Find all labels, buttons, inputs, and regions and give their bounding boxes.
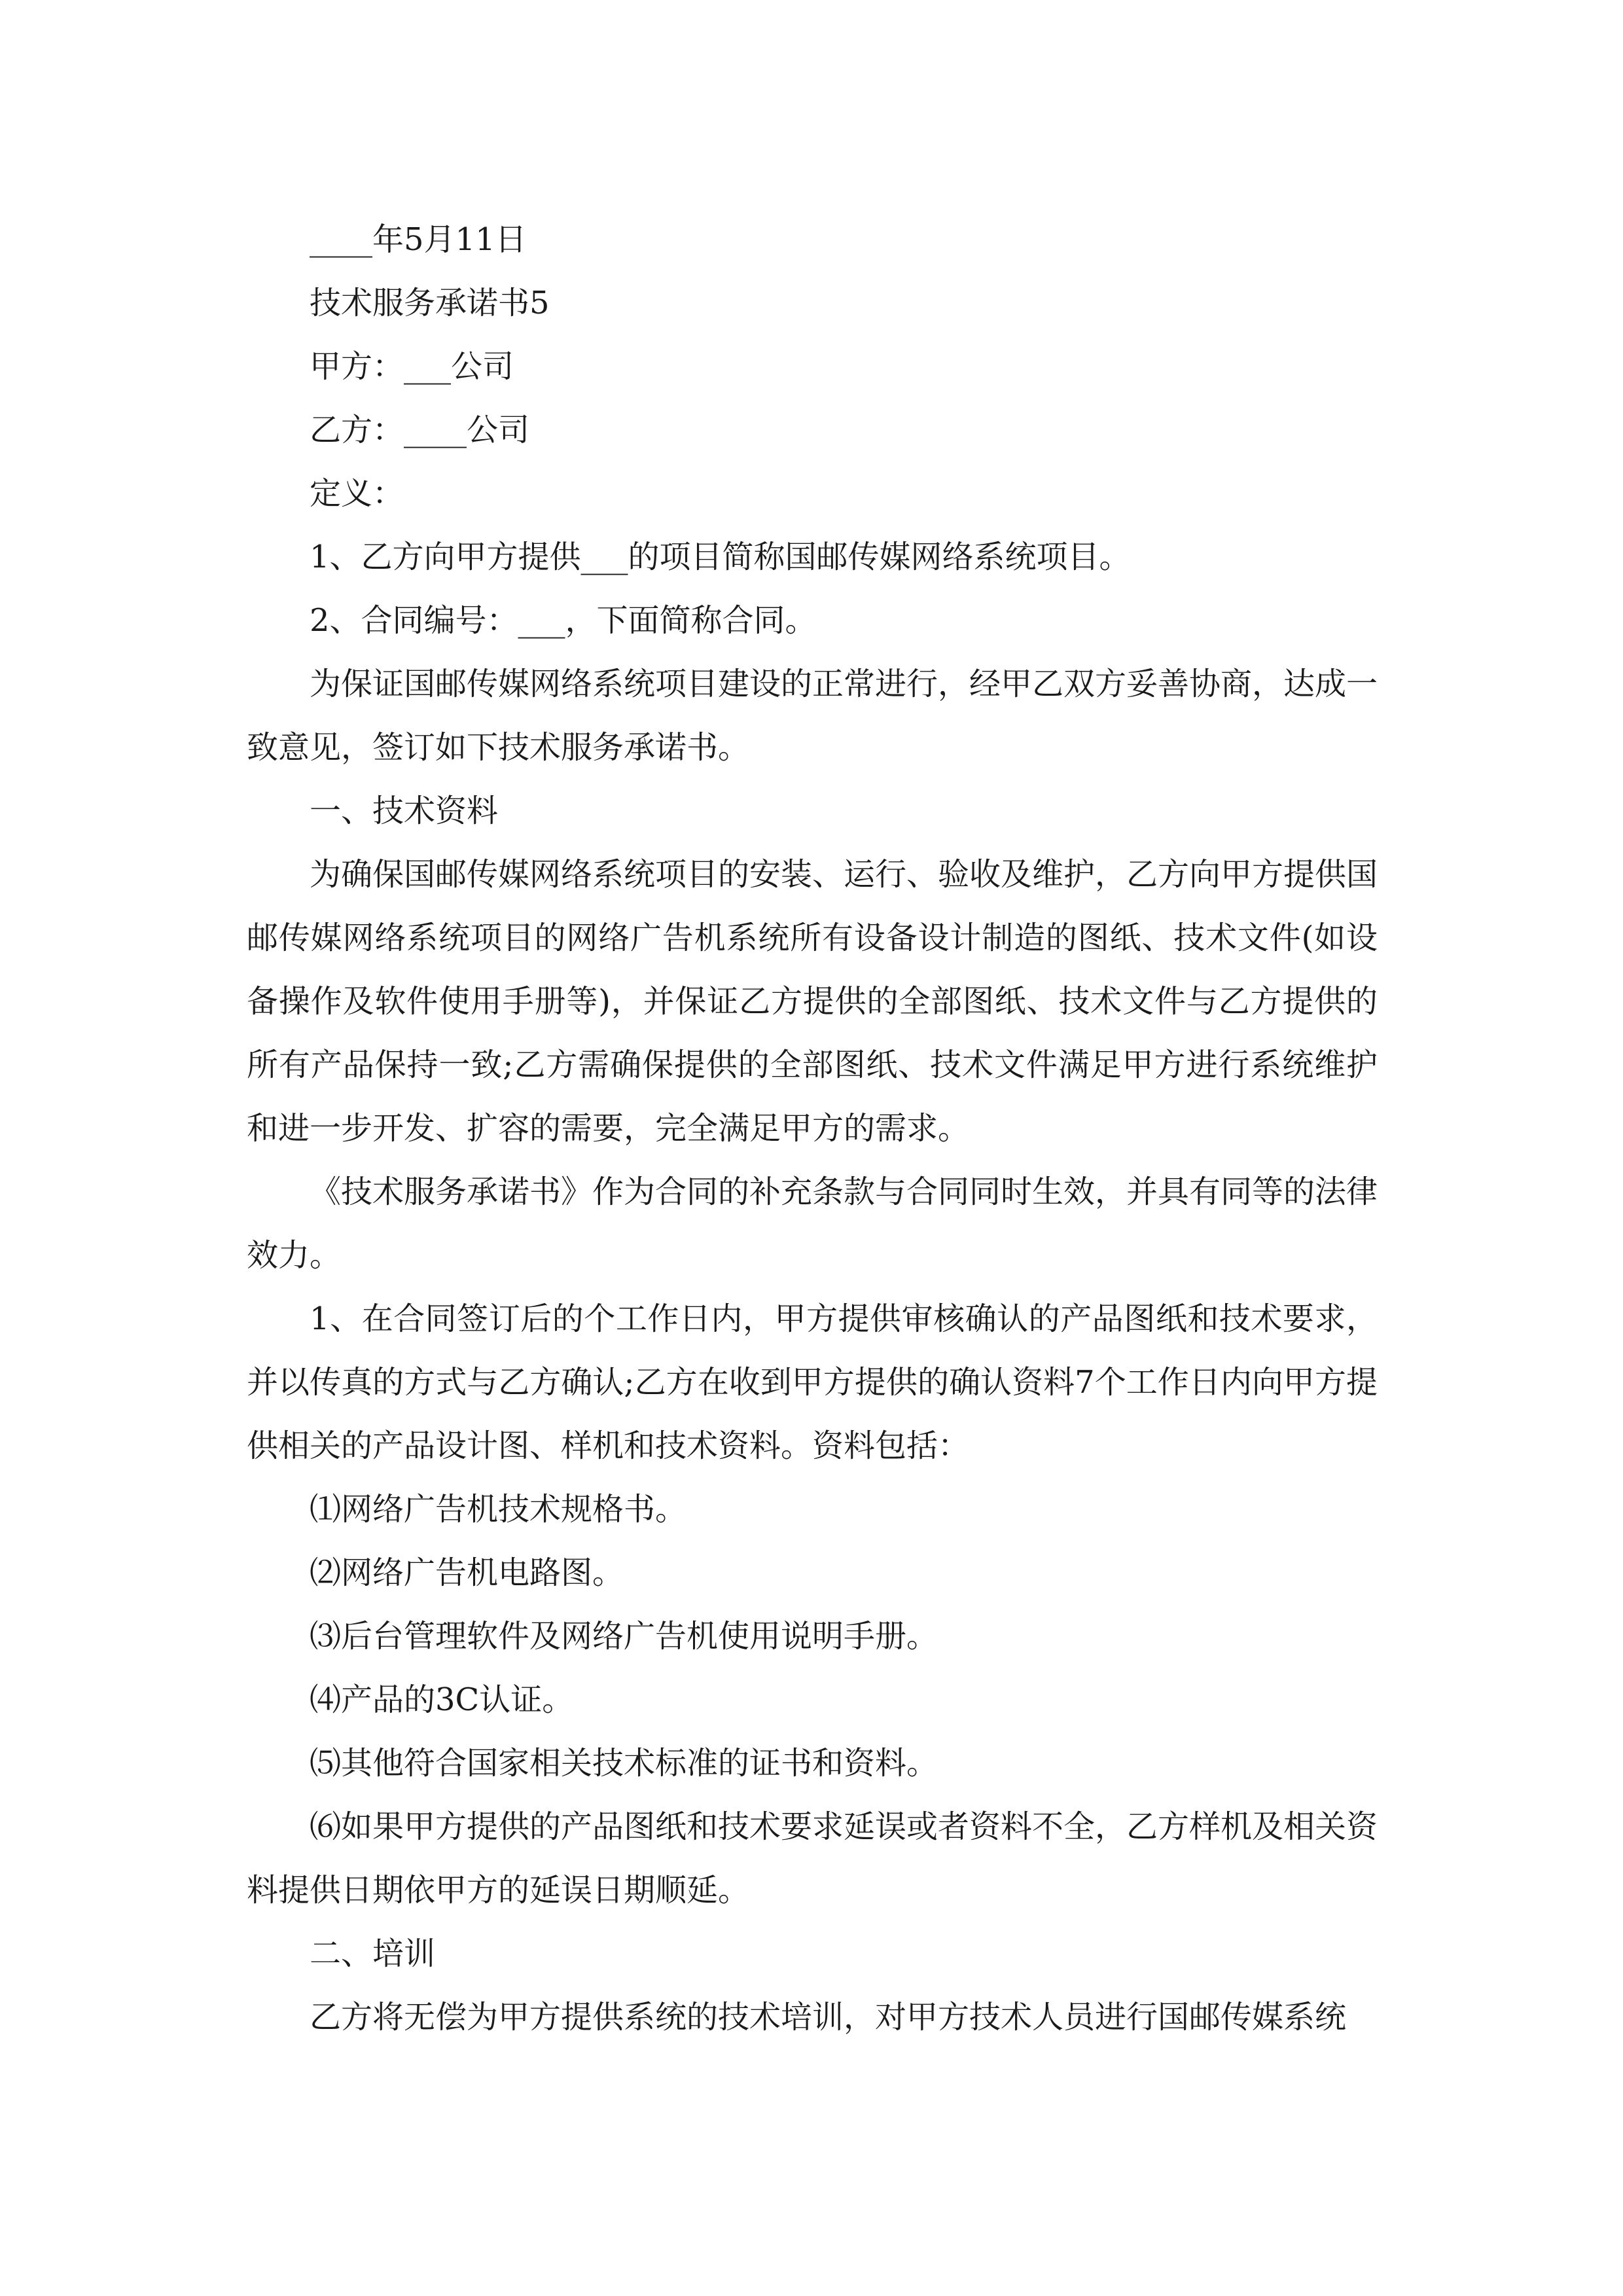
party-b-line: 乙方：____公司 <box>310 412 530 448</box>
definition-item-1: 1、乙方向甲方提供___的项目简称国邮传媒网络系统项目。 <box>310 539 1131 575</box>
definition-item-2: 2、合同编号：___，下面简称合同。 <box>310 602 817 639</box>
list-item-1: ⑴网络广告机技术规格书。 <box>310 1491 687 1528</box>
list-item-6: ⑹如果甲方提供的产品图纸和技术要求延误或者资料不全，乙方样机及相关资料提供日期依甲方的延误日期顺延。 <box>247 1808 1378 1909</box>
preamble-paragraph: 为保证国邮传媒网络系统项目建设的正常进行，经甲乙双方妥善协商，达成一致意见，签订如下技术服务承诺书。 <box>247 666 1378 766</box>
list-item-3: ⑶后台管理软件及网络广告机使用说明手册。 <box>310 1618 938 1655</box>
validity-paragraph: 《技术服务承诺书》作为合同的补充条款与合同同时生效，并具有同等的法律效力。 <box>247 1174 1378 1274</box>
document-body <box>247 208 1378 2049</box>
section-heading-training: 二、培训 <box>310 1935 436 1972</box>
list-item-2: ⑵网络广告机电路图。 <box>310 1554 624 1591</box>
party-a-line: 甲方：___公司 <box>310 348 514 385</box>
clause-1-paragraph: 1、在合同签订后的个工作日内，甲方提供审核确认的产品图纸和技术要求，并以传真的方式与乙方确认;乙方在收到甲方提供的确认资料7个工作日内向甲方提供相关的产品设计图、样机和技术资料。资料包括： <box>247 1300 1378 1464</box>
training-paragraph: 乙方将无偿为甲方提供系统的技术培训，对甲方技术人员进行国邮传媒系统 <box>310 1999 1347 2036</box>
document-title: 技术服务承诺书5 <box>310 285 550 321</box>
date-line: ____年5月11日 <box>310 221 527 258</box>
definitions-heading: 定义： <box>310 475 404 512</box>
list-item-5: ⑸其他符合国家相关技术标准的证书和资料。 <box>310 1745 938 1782</box>
list-item-4: ⑷产品的3C认证。 <box>310 1681 574 1718</box>
technical-data-paragraph: 为确保国邮传媒网络系统项目的安装、运行、验收及维护，乙方向甲方提供国邮传媒网络系统项目的网络广告机系统所有设备设计制造的图纸、技术文件(如设备操作及软件使用手册等)，并保证乙方提供的全部图纸、技术文件与乙方提供的所有产品保持一致;乙方需确保提供的全部图纸、技术文件满足甲方进行系统维护和进一步开发、扩容的需要，完全满足甲方的需求。 <box>247 856 1378 1147</box>
section-heading-technical-data: 一、技术资料 <box>310 793 499 829</box>
